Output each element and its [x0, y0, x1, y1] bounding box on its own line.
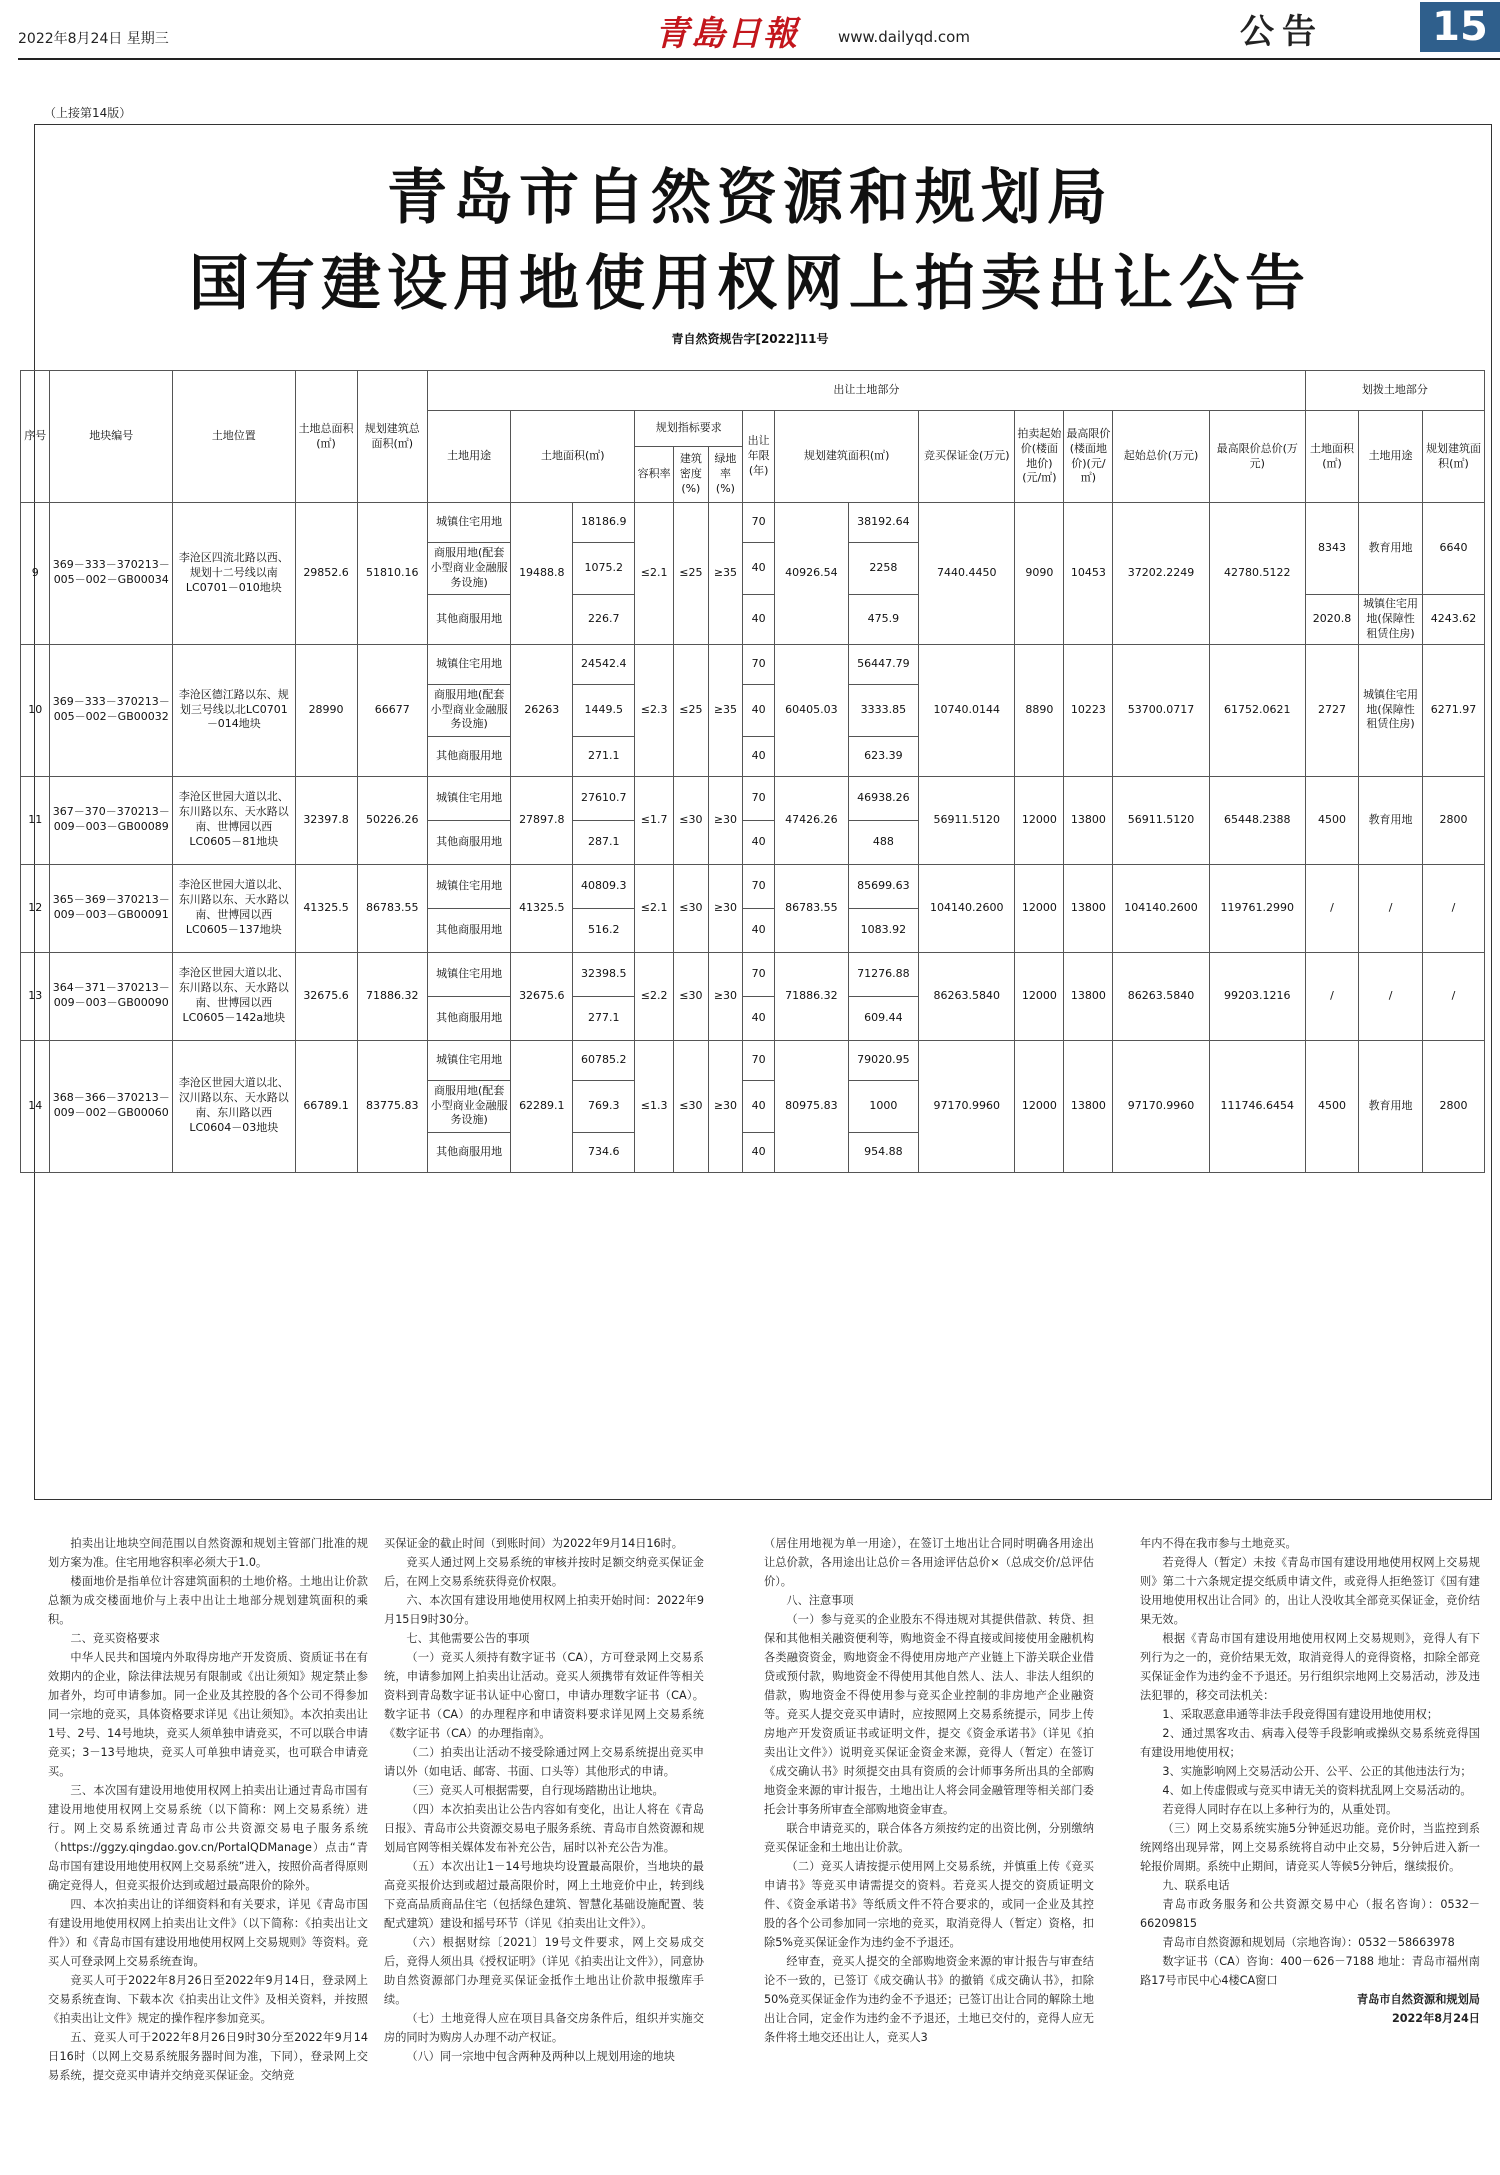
document-number: 青自然资规告字[2022]11号 [671, 332, 829, 346]
announcement-title-line1: 青岛市自然资源和规划局 [387, 163, 1113, 233]
table-row: 9 369－333－370213－005－002－GB00034 李沧区四流北路以西、规划十二号线以南LC0701－010地块 29852.6 51810.16 城镇住宅用地 19488.8 18186.9 ≤2.1 ≤25 ≥35 70 40926.54 38192.64 7440.4450 9090 10453 37202.2249 42780.5122 8343 教育用地 6640 [21, 503, 1485, 543]
th-max-total: 最高限价总价(万元) [1209, 411, 1305, 503]
th-density: 建筑密度(%) [674, 447, 709, 503]
th-alloc-use: 土地用途 [1359, 411, 1423, 503]
th-far: 容积率 [635, 447, 674, 503]
table-row: 14 368－366－370213－009－002－GB00060 李沧区世园大道以北、汉川路以东、天水路以南、东川路以西LC0604－03地块 66789.1 83775.83 城镇住宅用地 62289.1 60785.2 ≤1.3 ≤30 ≥30 70 80975.83 79020.95 97170.9960 12000 13800 97170.9960 111746.6454 4500 教育用地 2800 [21, 1040, 1485, 1080]
table-row: 其他商服用地 277.1 40 609.44 [21, 996, 1485, 1040]
th-start-unit: 拍卖起始价(楼面地价)(元/㎡) [1015, 411, 1064, 503]
th-index: 规划指标要求 [635, 411, 743, 447]
table-row: 12 365－369－370213－009－003－GB00091 李沧区世园大道以北、东川路以东、天水路以南、世博园以西LC0605－137地块 41325.5 86783.55 城镇住宅用地 41325.5 40809.3 ≤2.1 ≤30 ≥30 70 86783.55 85699.63 104140.2600 12000 13800 104140.2600 119761.2990 / / / [21, 864, 1485, 908]
table-row: 商服用地(配套小型商业金融服务设施) 1075.2 40 2258 [21, 543, 1485, 595]
table-row: 其他商服用地 226.7 40 475.9 2020.8 城镇住宅用地(保障性租赁住房) 4243.62 [21, 595, 1485, 645]
th-green: 绿地率(%) [708, 447, 743, 503]
th-allocation-section: 划拨土地部分 [1305, 371, 1484, 411]
land-parcel-table [20, 370, 1485, 1173]
issue-date: 2022年8月24日 星期三 [18, 31, 169, 47]
th-code: 地块编号 [50, 371, 173, 503]
text-column-1: 拍卖出让地块空间范围以自然资源和规划主管部门批准的规划方案为准。住宅用地容积率必须大于1.0。 楼面地价是指单位计容建筑面积的土地价格。土地出让价款总额为成交楼面地价与上表中出让土地部分规划建筑面积的乘积。 二、竞买资格要求 中华人民共和国境内外取得房地产开发资质、资质证书在有效期内的企业，除法律法规另有限制或《出让须知》规定禁止参加者外，均可申请参加。同一企业及其控股的各个公司不得参加同一宗地的竞买，具体资格要求详见《出让须知》。本次拍卖出让1号、2号、14号地块，竞买人须单独申请竞买，不可以联合申请竞买；3－13号地块，竞买人可单独申请竞买，也可联合申请竞买。 三、本次国有建设用地使用权网上拍卖出让通过青岛市国有建设用地使用权网上交易系统（以下简称：网上交易系统）进行。网上交易系统通过青岛市公共资源交易电子服务系统（https://ggzy.qingdao.gov.cn/PortalQDManage）点击“青岛市国有建设用地使用权网上交易系统”进入，按照价高者得原则确定竞得人，但竞买报价达到或超过最高限价的除外。 四、本次拍卖出让的详细资料和有关要求，详见《青岛市国有建设用地使用权网上拍卖出让文件》（以下简称：《拍卖出让文件》）和《青岛市国有建设用地使用权网上交易规则》等资料。竞买人可登录网上交易系统查询。 竞买人可于2022年8月26日至2022年9月14日，登录网上交易系统查询、下载本次《拍卖出让文件》及相关资料，并按照《拍卖出让文件》规定的操作程序参加竞买。 五、竞买人可于2022年8月26日9时30分至2022年9月14日16时（以网上交易系统服务器时间为准，下同），登录网上交易系统，提交竞买申请并交纳竞买保证金。交纳竞 [48, 1537, 368, 2082]
table-row: 其他商服用地 516.2 40 1083.92 [21, 908, 1485, 952]
table-row: 其他商服用地 271.1 40 623.39 [21, 736, 1485, 776]
header-rule [18, 58, 1500, 60]
section-name: 公告 [1240, 12, 1324, 52]
th-plan-total: 规划建筑总面积(㎡) [357, 371, 427, 503]
th-alloc-barea: 规划建筑面积(㎡) [1422, 411, 1484, 503]
table-row: 其他商服用地 287.1 40 488 [21, 820, 1485, 864]
table-row: 商服用地(配套小型商业金融服务设施) 1449.5 40 3333.85 [21, 684, 1485, 736]
table-row: 11 367－370－370213－009－003－GB00089 李沧区世园大道以北、东川路以东、天水路以南、世博园以西LC0605－81地块 32397.8 50226.26 城镇住宅用地 27897.8 27610.7 ≤1.7 ≤30 ≥30 70 47426.26 46938.26 56911.5120 12000 13800 56911.5120 65448.2388 4500 教育用地 2800 [21, 776, 1485, 820]
text-column-4: 年内不得在我市参与土地竞买。 若竞得人（暂定）未按《青岛市国有建设用地使用权网上交易规则》第二十六条规定提交纸质申请文件，或竞得人拒绝签订《国有建设用地使用权出让合同》的，出让人没收其全部竞买保证金，竞价结果无效。 根据《青岛市国有建设用地使用权网上交易规则》，竞得人有下列行为之一的，竞价结果无效，取消竞得人的竞得资格，扣除全部竞买保证金作为违约金不予退还。另行组织宗地网上交易活动，涉及违法犯罪的，移交司法机关： 1、采取恶意串通等非法手段竞得国有建设用地使用权； 2、通过黑客攻击、病毒入侵等手段影响或操纵交易系统竞得国有建设用地使用权； 3、实施影响网上交易活动公开、公平、公正的其他违法行为； 4、如上传虚假或与竞买申请无关的资料扰乱网上交易活动的。 若竞得人同时存在以上多种行为的，从重处罚。 （三）网上交易系统实施5分钟延迟功能。竞价时，当监控到系统网络出现异常，网上交易系统将自动中止交易，5分钟后进入新一轮报价周期。系统中止期间，请竞买人等候5分钟后，继续报价。 九、联系电话 青岛市政务服务和公共资源交易中心（报名咨询）：0532－66209815 青岛市自然资源和规划局（宗地咨询）：0532－58663978 数字证书（CA）咨询：400－626－7188 地址：青岛市福州南路17号市民中心4楼CA窗口 青岛市自然资源和规划局 2022年8月24日 [1140, 1534, 1480, 2156]
th-area: 土地面积(㎡) [511, 411, 635, 503]
th-transfer-section: 出让土地部分 [428, 371, 1306, 411]
table-row: 10 369－333－370213－005－002－GB00032 李沧区德江路以东、规划三号线以北LC0701－014地块 28990 66677 城镇住宅用地 26263 24542.4 ≤2.3 ≤25 ≥35 70 60405.03 56447.79 10740.0144 8890 10223 53700.0717 61752.0621 2727 城镇住宅用地(保障性租赁住房) 6271.97 [21, 644, 1485, 684]
table-row: 13 364－371－370213－009－003－GB00090 李沧区世园大道以北、东川路以东、天水路以南、世博园以西LC0605－142a地块 32675.6 71886.32 城镇住宅用地 32675.6 32398.5 ≤2.2 ≤30 ≥30 70 71886.32 71276.88 86263.5840 12000 13800 86263.5840 99203.1216 / / / [21, 952, 1485, 996]
th-alloc-area: 土地面积(㎡) [1305, 411, 1358, 503]
th-use: 土地用途 [428, 411, 511, 503]
th-location: 土地位置 [173, 371, 296, 503]
signature-org: 青岛市自然资源和规划局 [1356, 1993, 1480, 2006]
page-number: 15 [1420, 2, 1500, 52]
th-max-unit: 最高限价(楼面地价)(元/㎡) [1064, 411, 1113, 503]
continued-note: （上接第14版） [44, 106, 132, 120]
newspaper-logo: 青島日報 [655, 14, 799, 54]
th-deposit: 竞买保证金(万元) [919, 411, 1015, 503]
announcement-title-line2: 国有建设用地使用权网上拍卖出让公告 [189, 249, 1311, 319]
th-total-area: 土地总面积(㎡) [295, 371, 357, 503]
text-column-2: 买保证金的截止时间（到账时间）为2022年9月14日16时。 竞买人通过网上交易系统的审核并按时足额交纳竞买保证金后，在网上交易系统获得竞价权限。 六、本次国有建设用地使用权网上拍卖开始时间：2022年9月15日9时30分。 七、其他需要公告的事项 （一）竞买人须持有数字证书（CA），方可登录网上交易系统，申请参加网上拍卖出让活动。竞买人须携带有效证件等相关资料到青岛数字证书认证中心窗口，申请办理数字证书（CA）。数字证书（CA）的办理程序和申请资料要求详见网上交易系统《数字证书（CA）的办理指南》。 （二）拍卖出让活动不接受除通过网上交易系统提出竞买申请以外（如电话、邮寄、书面、口头等）其他形式的申请。 （三）竞买人可根据需要，自行现场踏勘出让地块。 （四）本次拍卖出让公告内容如有变化，出让人将在《青岛日报》、青岛市公共资源交易电子服务系统、青岛市自然资源和规划局官网等相关媒体发布补充公告，届时以补充公告为准。 （五）本次出让1－14号地块均设置最高限价，当地块的最高竞买报价达到或超过最高限价时，网上土地竞价中止，转到线下竞高品质商品住宅（包括绿色建筑、智慧化基础设施配置、装配式建筑）建设和摇号环节（详见《拍卖出让文件》）。 （六）根据财综〔2021〕19号文件要求，网上交易成交后，竞得人须出具《授权证明》（详见《拍卖出让文件》），同意协助自然资源部门办理竞买保证金抵作土地出让价款申报缴库手续。 （七）土地竞得人应在项目具备交房条件后，组织并实施交房的同时为购房人办理不动产权证。 （八）同一宗地中包含两种及两种以上规划用途的地块 [384, 1537, 704, 2063]
th-build-area: 规划建筑面积(㎡) [775, 411, 919, 503]
th-years: 出让年限(年) [743, 411, 775, 503]
table-row: 商服用地(配套小型商业金融服务设施) 769.3 40 1000 [21, 1080, 1485, 1132]
th-start-total: 起始总价(万元) [1113, 411, 1209, 503]
signature-date: 2022年8月24日 [1391, 2012, 1480, 2025]
newspaper-header [0, 0, 1500, 56]
th-seq: 序号 [21, 371, 50, 503]
table-row: 其他商服用地 734.6 40 954.88 [21, 1132, 1485, 1172]
text-column-3: （居住用地视为单一用途），在签订土地出让合同时明确各用途出让总价款，各用途出让总价＝各用途评估总价×（总成交价/总评估价）。 八、注意事项 （一）参与竞买的企业股东不得违规对其提供借款、转贷、担保和其他相关融资便利等，购地资金不得直接或间接使用金融机构各类融资资金，购地资金不得使用房地产产业链上下游关联企业借贷或预付款，购地资金不得使用其他自然人、法人、非法人组织的借款，购地资金不得使用参与竞买企业控制的非房地产企业融资等。竞买人提交竞买申请时，应按照网上交易系统提示，同步上传房地产开发资质证书或证明文件，提交《资金承诺书》（详见《拍卖出让文件》）说明竞买保证金资金来源，竞得人（暂定）在签订《成交确认书》时须提交由具有资质的会计师事务所出具的全部购地资金来源的审计报告，土地出让人将会同金融管理等相关部门委托会计事务所审查全部购地资金审查。 联合申请竞买的，联合体各方须按约定的出资比例，分别缴纳竞买保证金和土地出让价款。 （二）竞买人请按提示使用网上交易系统，并慎重上传《竞买申请书》等竞买申请需提交的资料。若竞买人提交的资质证明文件、《资金承诺书》等纸质文件不符合要求的，或同一企业及其控股的各个公司参加同一宗地的竞买，取消竞得人（暂定）资格，扣除5%竞买保证金作为违约金不予退还。 经审查，竞买人提交的全部购地资金来源的审计报告与审查结论不一致的，已签订《成交确认书》的撤销《成交确认书》，扣除50%竞买保证金作为违约金不予退还；已签订出让合同的解除土地出让合同，定金作为违约金不予退还，土地已交付的，竞得人应无条件将土地交还出让人，竞买人3 [764, 1537, 1094, 2044]
newspaper-url[interactable]: www.dailyqd.com [838, 28, 970, 46]
